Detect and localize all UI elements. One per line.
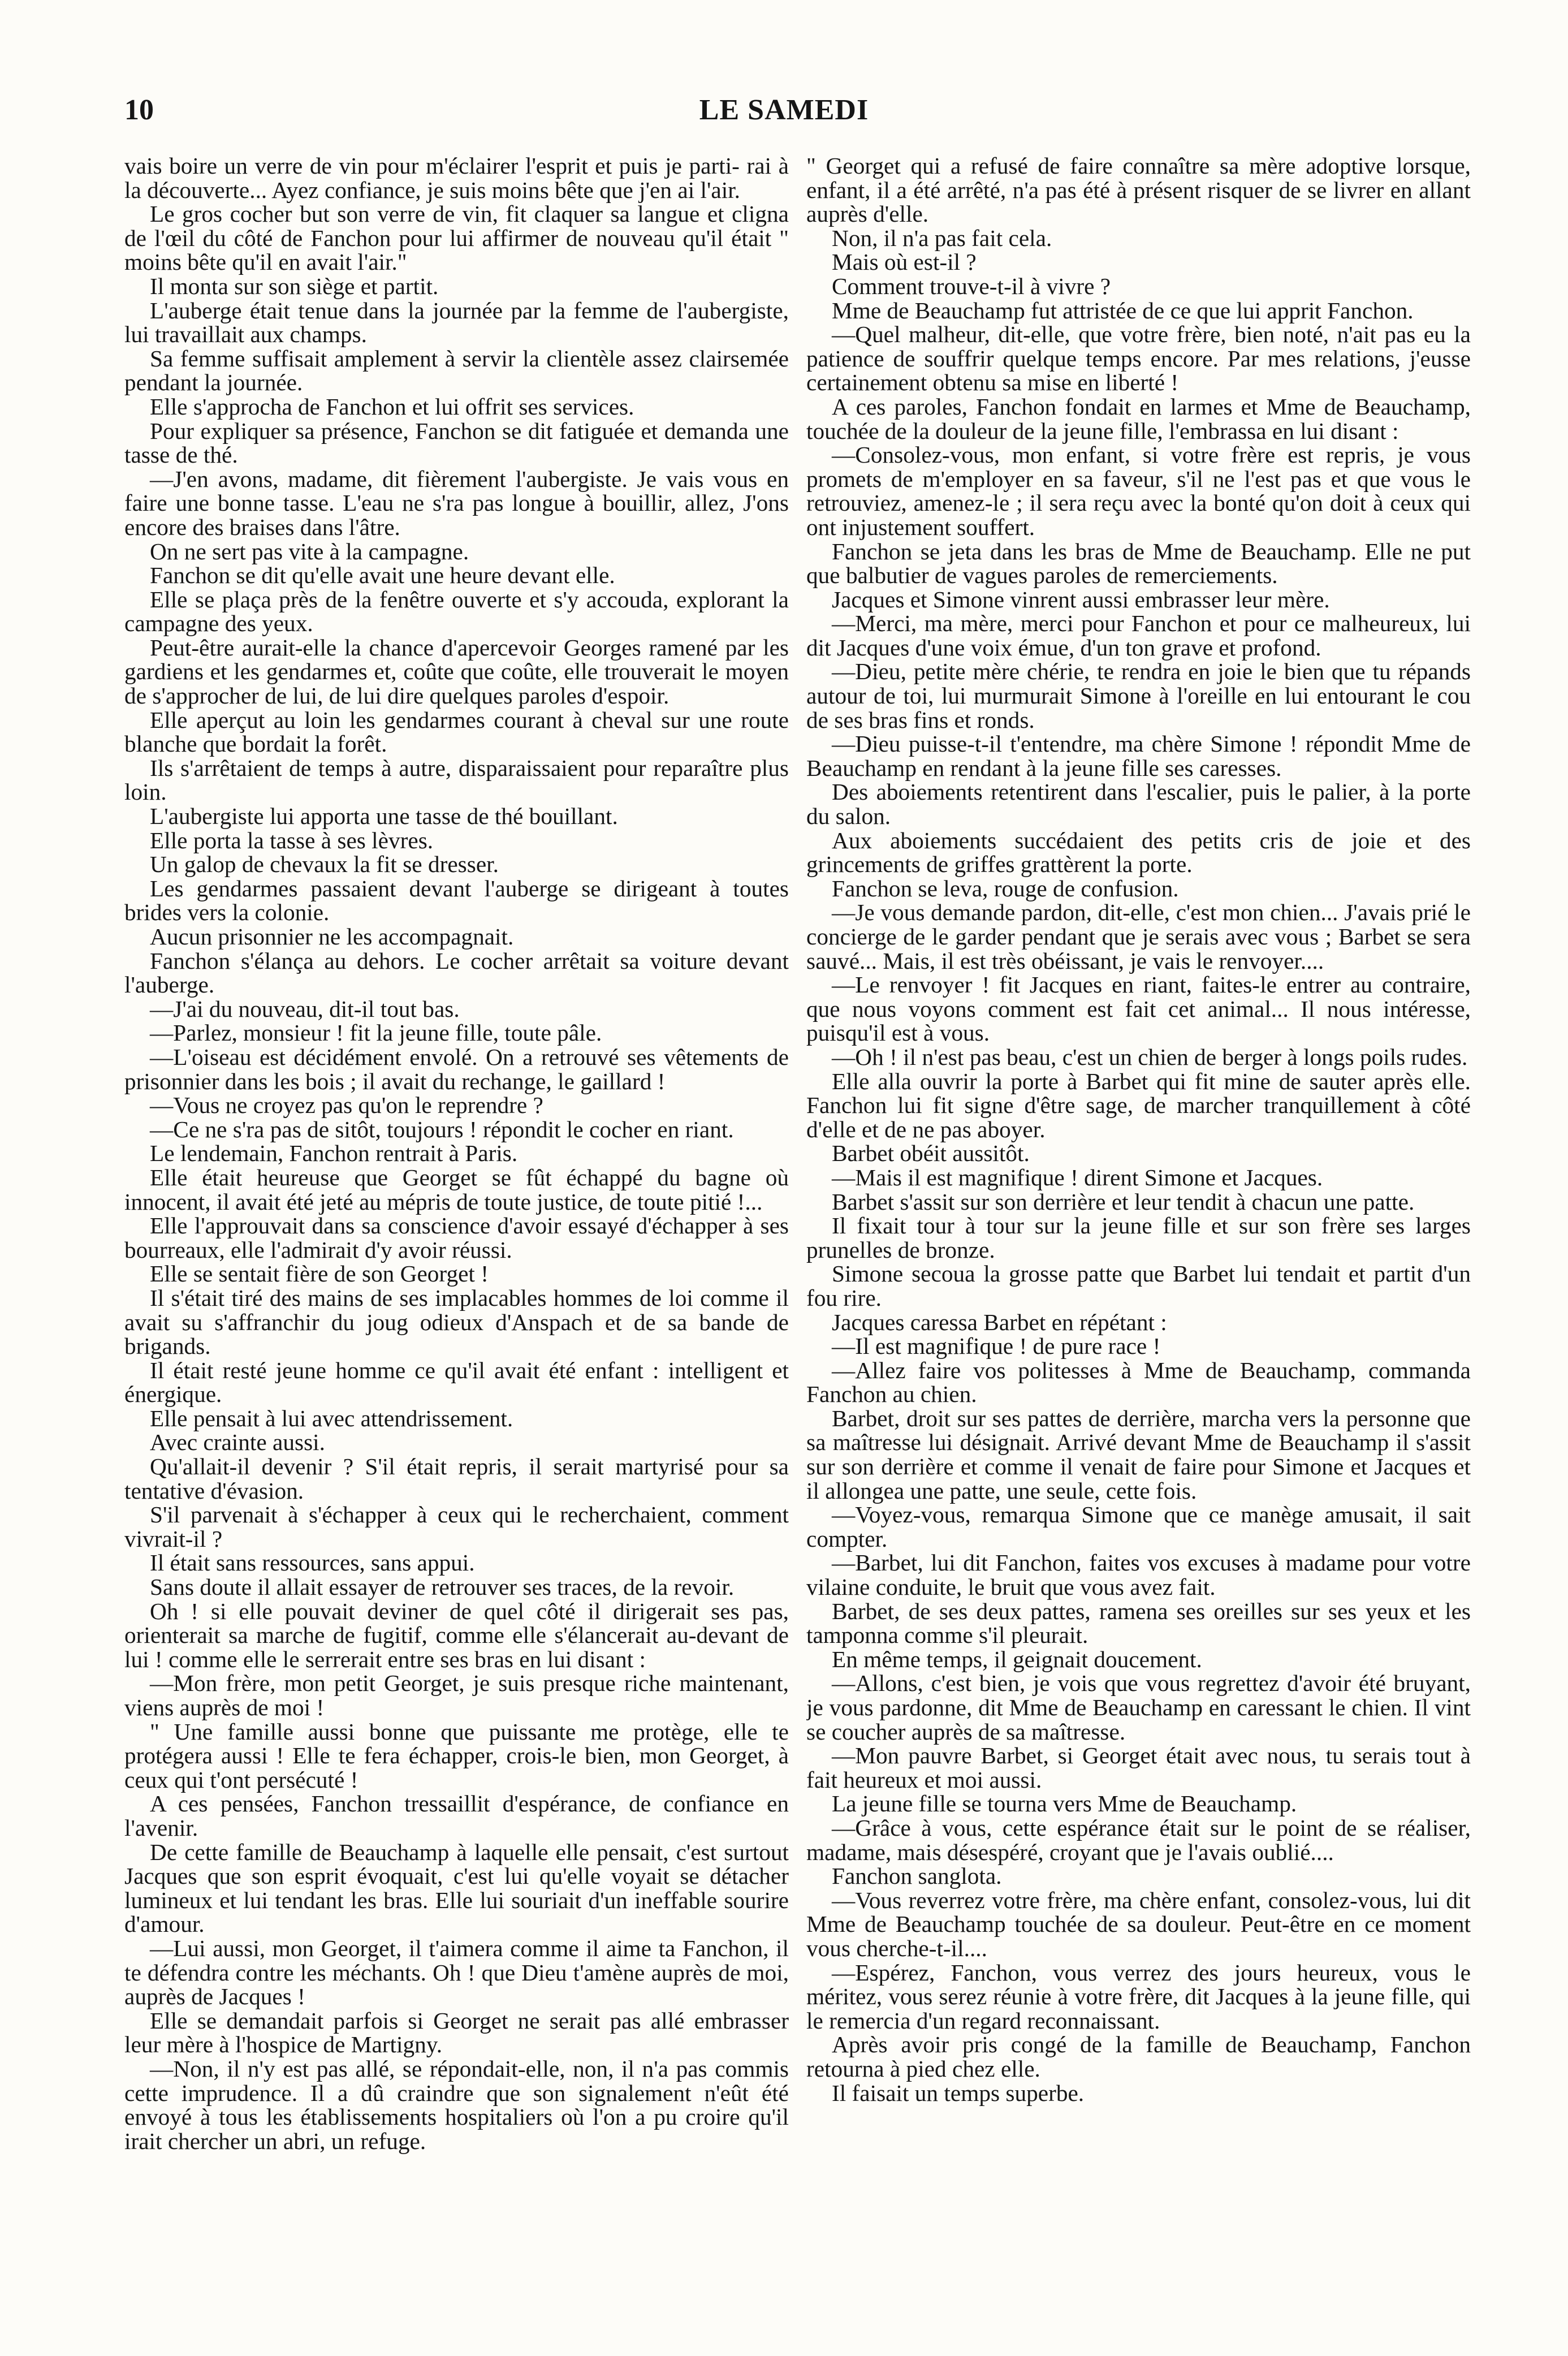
text-column-right — [806, 154, 1471, 2325]
paragraph: A ces paroles, Fanchon fondait en larmes et Mme de Beauchamp, touchée de la douleur de la jeune fille, l'embrassa en lui disant : — [806, 393, 1471, 444]
paragraph: —Merci, ma mère, merci pour Fanchon et pour ce malheureux, lui dit Jacques d'une voix émue, d'un ton grave et profond. — [806, 610, 1471, 661]
paragraph: Sans doute il allait essayer de retrouver ses traces, de la revoir. — [150, 1574, 735, 1600]
paragraph: —Mon pauvre Barbet, si Georget était avec nous, tu serais tout à fait heureux et moi aussi. — [806, 1742, 1471, 1793]
paragraph: L'aubergiste lui apporta une tasse de thé bouillant. — [150, 803, 618, 830]
paragraph: Il monta sur son siège et partit. — [150, 273, 439, 299]
paragraph: —J'ai du nouveau, dit-il tout bas. — [150, 995, 460, 1022]
paragraph: —Voyez-vous, remarqua Simone que ce manège amusait, il sait compter. — [806, 1501, 1471, 1552]
page-number: 10 — [124, 94, 154, 126]
paragraph: —Dieu, petite mère chérie, te rendra en joie le bien que tu répands autour de toi, lui murmurait Simone à l'oreille en lui entourant le cou de ses bras fins et ronds. — [806, 658, 1471, 733]
paragraph: Elle pensait à lui avec attendrissement. — [150, 1405, 513, 1431]
paragraph: vais boire un verre de vin pour m'éclairer l'esprit et puis je parti- rai à la découverte... Ayez confiance, je suis moins bête que j'en ai l'air. — [124, 154, 789, 203]
paragraph: —Quel malheur, dit-elle, que votre frère, bien noté, n'ait pas eu la patience de souffrir quelque temps encore. Par mes relations, j'eusse certainement obtenu sa mise en liberté ! — [806, 321, 1471, 396]
paragraph: Elle l'approuvait dans sa conscience d'avoir essayé d'échapper à ses bourreaux, elle l'admirait d'y avoir réussi. — [124, 1212, 789, 1263]
paragraph: —Il est magnifique ! de pure race ! — [832, 1333, 1161, 1360]
paragraph: Qu'allait-il devenir ? S'il était repris, il serait martyrisé pour sa tentative d'évasion. — [124, 1453, 789, 1504]
paragraph: Barbet obéit aussitôt. — [832, 1140, 1030, 1167]
paragraph: Il était sans ressources, sans appui. — [150, 1550, 475, 1576]
paragraph: Des aboiements retentirent dans l'escalier, puis le palier, à la porte du salon. — [806, 779, 1471, 830]
paragraph: Il était resté jeune homme ce qu'il avait été enfant : intelligent et énergique. — [124, 1357, 789, 1408]
paragraph: Simone secoua la grosse patte que Barbet lui tendait et partit d'un fou rire. — [806, 1261, 1471, 1311]
paragraph: Barbet, de ses deux pattes, ramena ses oreilles sur ses yeux et les tamponna comme s'il pleurait. — [806, 1598, 1471, 1649]
paragraph: —Mon frère, mon petit Georget, je suis presque riche maintenant, viens auprès de moi ! — [124, 1670, 789, 1720]
paragraph: Elle se demandait parfois si Georget ne serait pas allé embrasser leur mère à l'hospice de Martigny. — [124, 2007, 789, 2058]
paragraph: S'il parvenait à s'échapper à ceux qui le recherchaient, comment vivrait-il ? — [124, 1501, 789, 1552]
paragraph: L'auberge était tenue dans la journée par la femme de l'aubergiste, lui travaillait aux champs. — [124, 297, 789, 348]
paragraph: Fanchon s'élança au dehors. Le cocher arrêtait sa voiture devant l'auberge. — [124, 947, 789, 998]
paragraph: —Mais il est magnifique ! dirent Simone et Jacques. — [832, 1164, 1323, 1190]
paragraph: Avec crainte aussi. — [150, 1429, 325, 1456]
paragraph: En même temps, il geignait doucement. — [832, 1646, 1202, 1672]
paragraph: Ils s'arrêtaient de temps à autre, disparaissaient pour reparaître plus loin. — [124, 754, 789, 805]
paragraph: —Lui aussi, mon Georget, il t'aimera comme il aime ta Fanchon, il te défendra contre les méchants. Oh ! que Dieu t'amène auprès de moi, auprès de Jacques ! — [124, 1935, 789, 2010]
paragraph: Elle se plaça près de la fenêtre ouverte et s'y accouda, explorant la campagne des yeux. — [124, 586, 789, 637]
paragraph: Barbet s'assit sur son derrière et leur tendit à chacun une patte. — [832, 1188, 1415, 1215]
paragraph: Aux aboiements succédaient des petits cris de joie et des grincements de griffes grattèrent la porte. — [806, 827, 1471, 878]
page-header — [0, 93, 1568, 133]
paragraph: Fanchon se jeta dans les bras de Mme de Beauchamp. Elle ne put que balbutier de vagues paroles de remerciements. — [806, 538, 1471, 589]
paragraph: —Consolez-vous, mon enfant, si votre frère est repris, je vous promets de m'employer en sa faveur, s'il ne l'est pas et que vous le retrouviez, amenez-le ; il sera reçu avec la bonté qu'on doit à ceux qui ont injustement souffert. — [806, 442, 1471, 540]
paragraph: Pour expliquer sa présence, Fanchon se dit fatiguée et demanda une tasse de thé. — [124, 417, 789, 468]
paragraph: Fanchon se leva, rouge de confusion. — [832, 875, 1179, 901]
paragraph: Un galop de chevaux la fit se dresser. — [150, 851, 499, 878]
paragraph: Elle alla ouvrir la porte à Barbet qui fit mine de sauter après elle. Fanchon lui fit signe d'être sage, de marcher tranquillement à côté d'elle et de ne pas aboyer. — [806, 1068, 1471, 1142]
paragraph: —Dieu puisse-t-il t'entendre, ma chère Simone ! répondit Mme de Beauchamp en rendant à la jeune fille ses caresses. — [806, 731, 1471, 781]
paragraph: Mme de Beauchamp fut attristée de ce que lui apprit Fanchon. — [832, 297, 1414, 323]
paragraph: —J'en avons, madame, dit fièrement l'aubergiste. Je vais vous en faire une bonne tasse. L'eau ne s'ra pas longue à bouillir, allez, J'ons encore des braises dans l'âtre. — [124, 465, 789, 540]
paragraph: Mais où est-il ? — [832, 249, 977, 275]
paragraph: La jeune fille se tourna vers Mme de Beauchamp. — [832, 1790, 1297, 1817]
paragraph: Jacques caressa Barbet en répétant : — [832, 1309, 1167, 1335]
paragraph: —L'oiseau est décidément envolé. On a retrouvé ses vêtements de prisonnier dans les bois ; il avait du rechange, le gaillard ! — [124, 1043, 789, 1094]
paragraph: Peut-être aurait-elle la chance d'apercevoir Georges ramené par les gardiens et les gendarmes et, coûte que coûte, elle trouverait le moyen de s'approcher de lui, de lui dire quelques paroles d'espoir. — [124, 634, 789, 709]
paragraph: Elle se sentait fière de son Georget ! — [150, 1261, 489, 1287]
paragraph: —Allons, c'est bien, je vois que vous regrettez d'avoir été bruyant, je vous pardonne, dit Mme de Beauchamp en caressant le chien. Il vint se coucher auprès de sa maîtresse. — [806, 1670, 1471, 1745]
paragraph: —Allez faire vos politesses à Mme de Beauchamp, commanda Fanchon au chien. — [806, 1357, 1471, 1408]
paragraph: Après avoir pris congé de la famille de Beauchamp, Fanchon retourna à pied chez elle. — [806, 2031, 1471, 2082]
paragraph: De cette famille de Beauchamp à laquelle elle pensait, c'est surtout Jacques que son esprit évoquait, c'est lui qu'elle voyait se détacher lumineux et lui tendant les bras. Elle lui souriait d'un ineffable sourire d'amour. — [124, 1839, 789, 1938]
paragraph: Aucun prisonnier ne les accompagnait. — [150, 924, 514, 950]
paragraph: —Grâce à vous, cette espérance était sur le point de se réaliser, madame, mais désespéré, croyant que je l'avais oublié.... — [806, 1814, 1471, 1865]
paragraph: Il faisait un temps superbe. — [832, 2079, 1085, 2106]
paragraph: Le lendemain, Fanchon rentrait à Paris. — [150, 1140, 518, 1167]
paragraph: Barbet, droit sur ses pattes de derrière, marcha vers la personne que sa maîtresse lui désignait. Arrivé devant Mme de Beauchamp il s'assit sur son derrière et comme il venait de faire pour Simone et Jacques et il allongea une patte, une seule, cette fois. — [806, 1405, 1471, 1504]
paragraph: Elle était heureuse que Georget se fût échappé du bagne où innocent, il avait été jeté au mépris de toute justice, de toute pitié !... — [124, 1164, 789, 1215]
paragraph: Comment trouve-t-il à vivre ? — [832, 273, 1111, 299]
paragraph: A ces pensées, Fanchon tressaillit d'espérance, de confiance en l'avenir. — [124, 1790, 789, 1841]
paragraph: Non, il n'a pas fait cela. — [832, 225, 1052, 251]
paragraph: —Espérez, Fanchon, vous verrez des jours heureux, vous le méritez, vous serez réunie à votre frère, dit Jacques à la jeune fille, qui le remercia d'un regard reconnaissant. — [806, 1959, 1471, 2034]
paragraph: Les gendarmes passaient devant l'auberge se dirigeant à toutes brides vers la colonie. — [124, 875, 789, 926]
paragraph: —Barbet, lui dit Fanchon, faites vos excuses à madame pour votre vilaine conduite, le bruit que vous avez fait. — [806, 1550, 1471, 1600]
paragraph: Elle porta la tasse à ses lèvres. — [150, 827, 434, 853]
paragraph: On ne sert pas vite à la campagne. — [150, 538, 469, 564]
paragraph: —Vous reverrez votre frère, ma chère enfant, consolez-vous, lui dit Mme de Beauchamp touchée de sa douleur. Peut-être en ce moment vous cherche-t-il.... — [806, 1887, 1471, 1961]
running-title: LE SAMEDI — [699, 94, 869, 126]
paragraph: Il fixait tour à tour sur la jeune fille et sur son frère ses larges prunelles de bronze. — [806, 1212, 1471, 1263]
paragraph: —Non, il n'y est pas allé, se répondait-elle, non, il n'a pas commis cette imprudence. Il a dû craindre que son signalement n'eût été envoyé à tous les établissements hospitaliers où l'on a pu croire qu'il irait chercher un abri, un refuge. — [124, 2055, 789, 2154]
paragraph: —Je vous demande pardon, dit-elle, c'est mon chien... J'avais prié le concierge de le garder pendant que je serais avec vous ; Barbet se sera sauvé... Mais, il est très obéissant, je vais le renvoyer.... — [806, 899, 1471, 974]
paragraph: Sa femme suffisait amplement à servir la clientèle assez clairsemée pendant la journée. — [124, 345, 789, 396]
paragraph: " Georget qui a refusé de faire connaître sa mère adoptive lorsque, enfant, il a été arrêté, n'a pas été à présent risquer de se livrer en allant auprès d'elle. — [806, 154, 1471, 227]
paragraph: Le gros cocher but son verre de vin, fit claquer sa langue et cligna de l'œil du côté de Fanchon pour lui affirmer de nouveau qu'il était " moins bête qu'il en avait l'air." — [124, 201, 789, 275]
paragraph: Fanchon se dit qu'elle avait une heure devant elle. — [150, 562, 615, 589]
paragraph: —Vous ne croyez pas qu'on le reprendre ? — [150, 1092, 543, 1119]
paragraph: Il s'était tiré des mains de ses implacables hommes de loi comme il avait su s'affranchir du joug odieux d'Anspach et de sa bande de brigands. — [124, 1284, 789, 1360]
paragraph: Elle s'approcha de Fanchon et lui offrit ses services. — [150, 393, 634, 420]
paragraph: Elle aperçut au loin les gendarmes courant à cheval sur une route blanche que bordait la forêt. — [124, 706, 789, 757]
paragraph: —Ce ne s'ra pas de sitôt, toujours ! répondit le cocher en riant. — [150, 1116, 734, 1142]
paragraph: Fanchon sanglota. — [832, 1863, 1002, 1889]
paragraph: —Le renvoyer ! fit Jacques en riant, faites-le entrer au contraire, que nous voyons comment est fait cet animal... Il nous intéresse, puisqu'il est à vous. — [806, 972, 1471, 1046]
paragraph: " Une famille aussi bonne que puissante me protège, elle te protégera aussi ! Elle te fera échapper, crois-le bien, mon Georget, à ceux qui t'ont persécuté ! — [124, 1718, 789, 1793]
paragraph: —Oh ! il n'est pas beau, c'est un chien de berger à longs poils rudes. — [832, 1043, 1468, 1070]
paragraph: Oh ! si elle pouvait deviner de quel côté il dirigerait ses pas, orienterait sa marche de fugitif, comme elle s'élancerait au-devant de lui ! comme elle le serrerait entre ses bras en lui disant : — [124, 1598, 789, 1672]
paragraph: Jacques et Simone vinrent aussi embrasser leur mère. — [832, 586, 1330, 612]
text-column-left — [124, 154, 789, 2325]
paragraph: —Parlez, monsieur ! fit la jeune fille, toute pâle. — [150, 1020, 602, 1046]
